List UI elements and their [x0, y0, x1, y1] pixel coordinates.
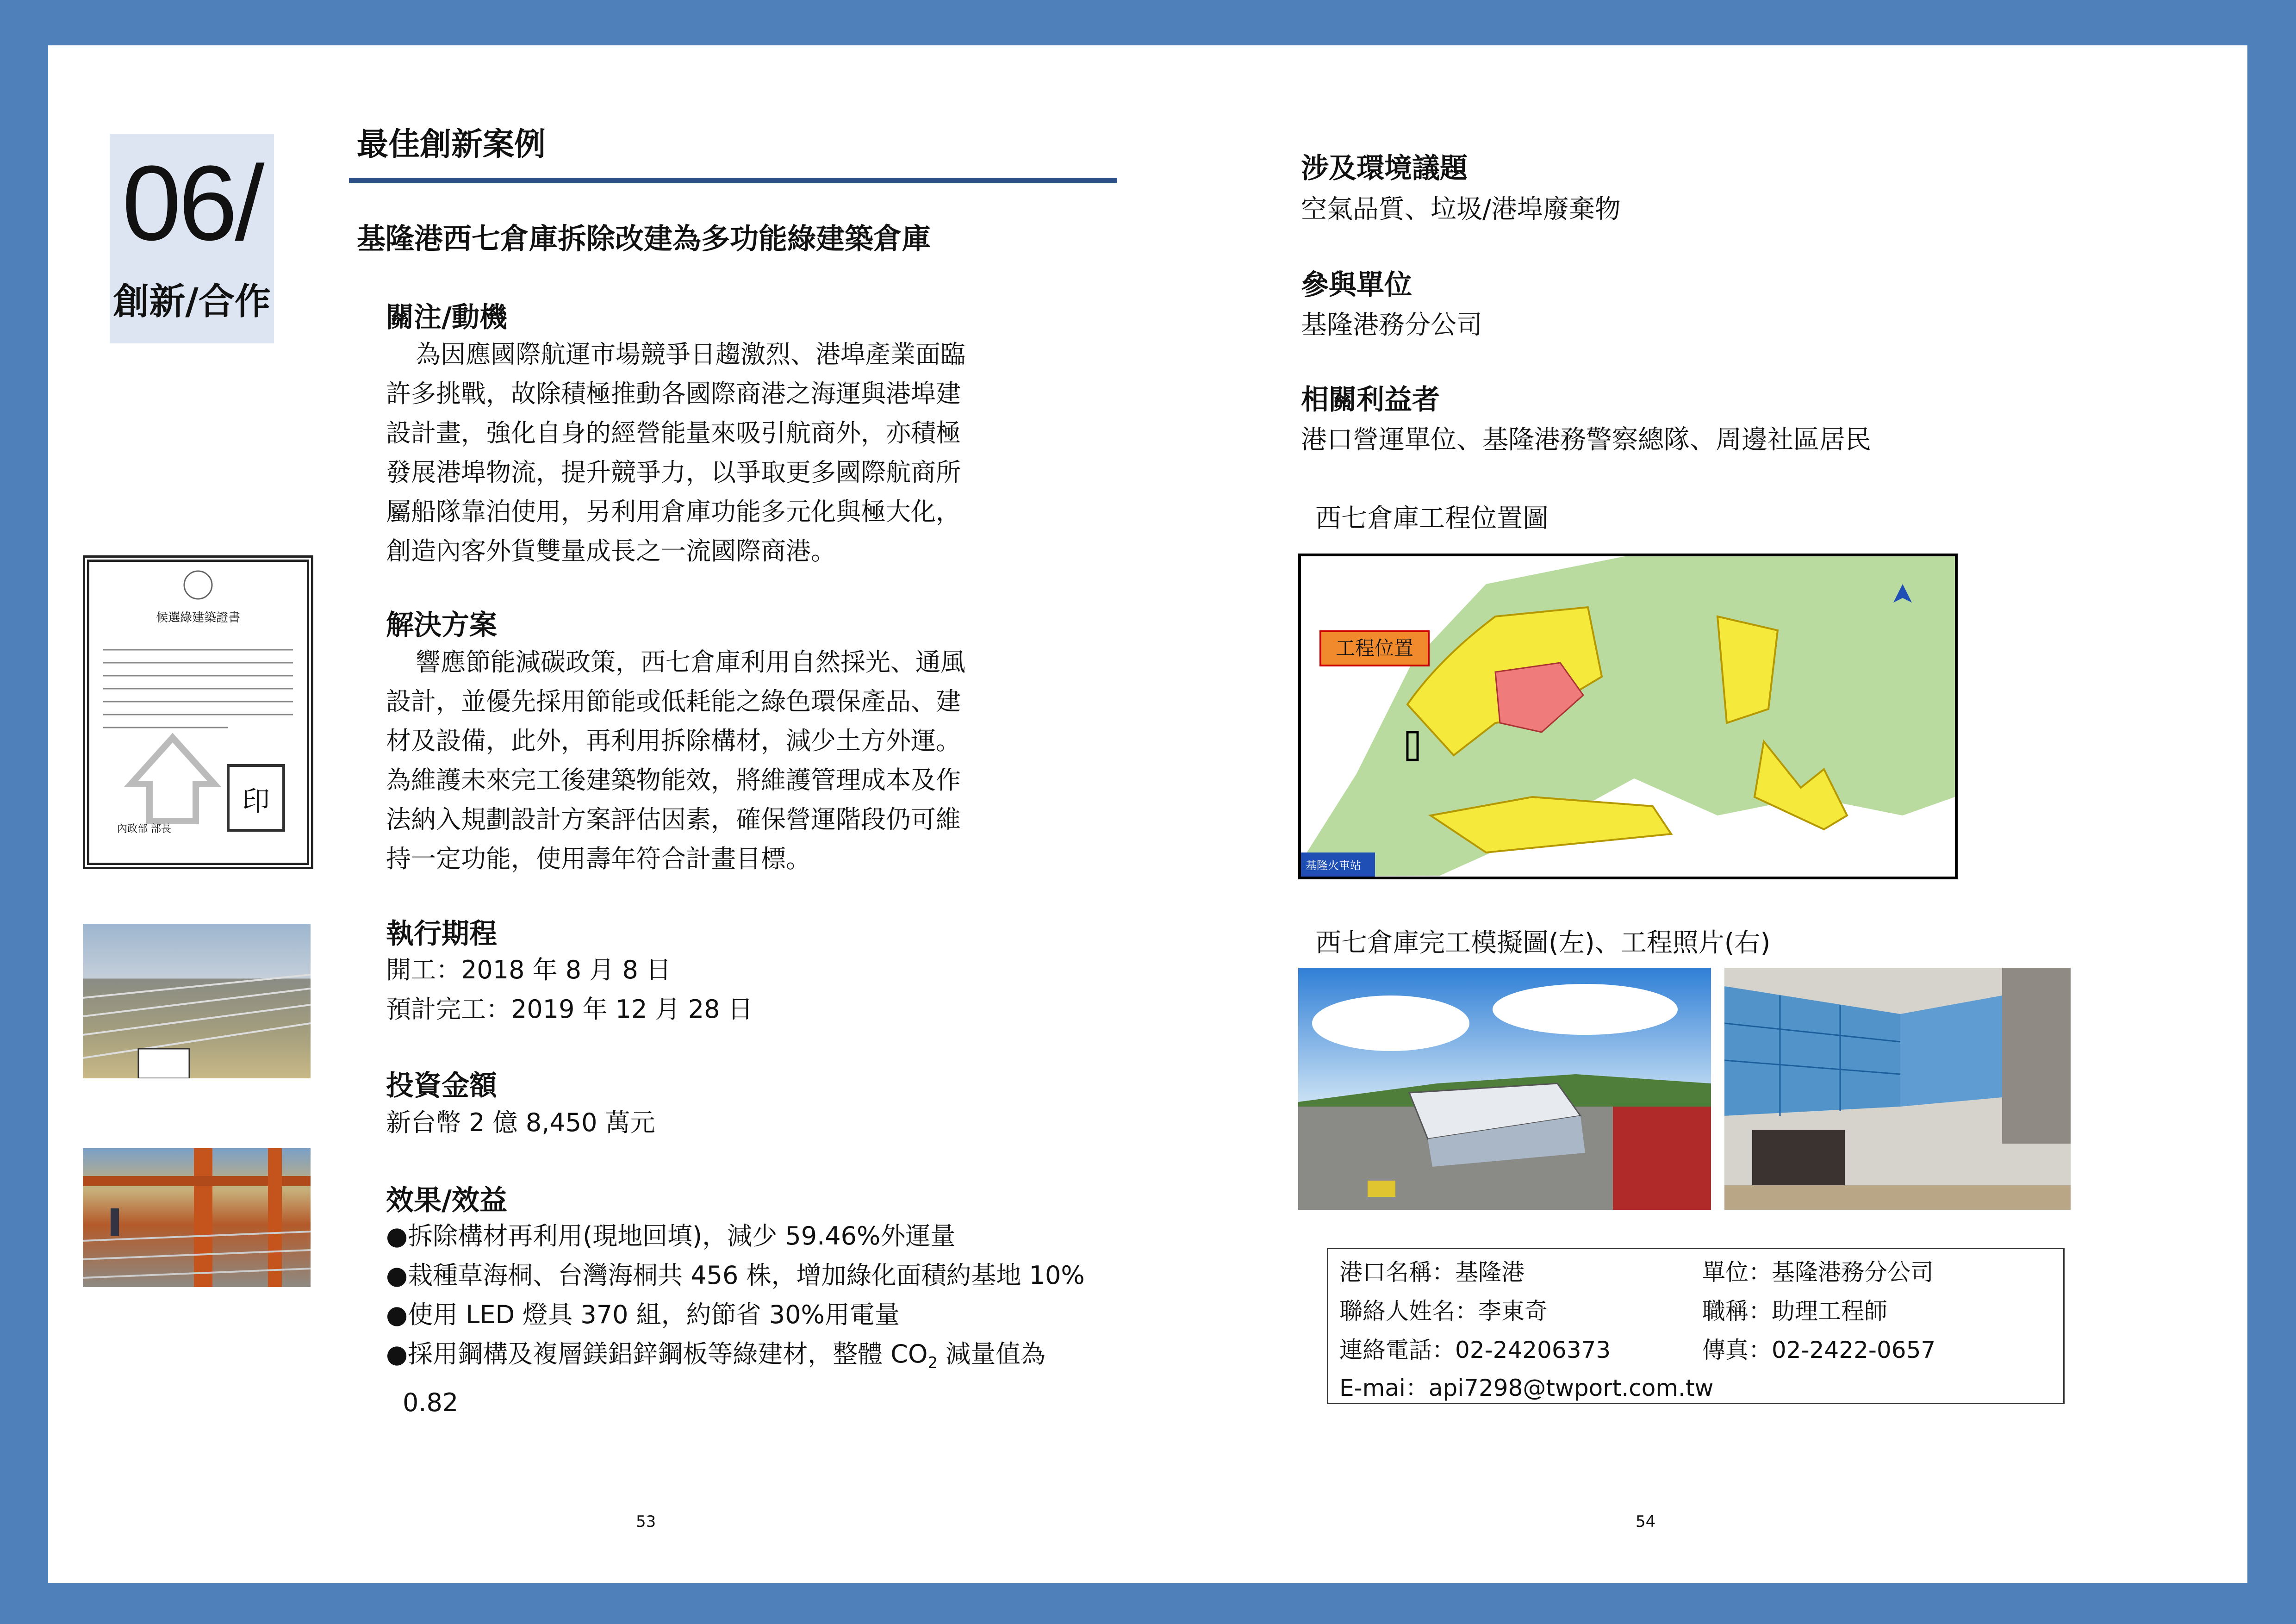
rendering-graphic — [1298, 968, 1711, 1210]
solution-line: 持一定功能，使用壽年符合計畫目標。 — [386, 844, 811, 873]
certificate-title: 候選綠建築證書 — [156, 611, 240, 625]
motivation-line: 創造內客外貨雙量成長之一流國際商港。 — [386, 536, 836, 566]
site-photo-graphic — [83, 924, 311, 1078]
station-label: 基隆火車站 — [1306, 859, 1361, 872]
header-rule — [349, 178, 1117, 183]
solution-text — [386, 642, 1043, 878]
investment-amount: 新台幣 2 億 8,450 萬元 — [386, 1108, 655, 1137]
solution-heading: 解決方案 — [386, 609, 497, 641]
photo-caption: 西七倉庫完工模擬圖(左)、工程照片(右) — [1315, 928, 1771, 958]
steel-structure-photo — [83, 1148, 311, 1287]
schedule-start: 開工：2018 年 8 月 8 日 — [386, 955, 671, 984]
unit-heading: 參與單位 — [1301, 269, 1412, 301]
motivation-line: 為因應國際航運市場競爭日趨激烈、港埠產業面臨 — [416, 340, 965, 369]
header-title: 最佳創新案例 — [357, 126, 546, 163]
page-number-left: 53 — [636, 1512, 656, 1531]
construction-photo — [1724, 968, 2071, 1210]
effect-item: ●栽種草海桐、台灣海桐共 456 株，增加綠化面積約基地 10% — [386, 1261, 1085, 1290]
effect-item: ●使用 LED 燈具 370 組，約節省 30%用電量 — [386, 1300, 900, 1329]
effect-item-text: ●採用鋼構及複層鎂鋁鋅鋼板等綠建材，整體 CO — [386, 1339, 928, 1369]
steel-photo-graphic — [83, 1148, 311, 1287]
effect-item-text: 減量值為 — [938, 1339, 1046, 1369]
contact-title: 職稱：助理工程師 — [1702, 1298, 1887, 1325]
effect-item — [386, 1334, 1126, 1383]
project-location-label: 工程位置 — [1319, 630, 1430, 666]
stakeholders-heading: 相關利益者 — [1301, 384, 1440, 416]
page-number-right: 54 — [1636, 1512, 1656, 1531]
contact-phone: 連絡電話：02-24206373 — [1339, 1337, 1611, 1363]
effects-heading: 效果/效益 — [386, 1184, 507, 1217]
map-graphic — [1301, 556, 1955, 877]
effect-item: ●拆除構材再利用(現地回填)，減少 59.46%外運量 — [386, 1221, 956, 1251]
stakeholders-text: 港口營運單位、基隆港務警察總隊、周邊社區居民 — [1301, 425, 1871, 455]
co2-subscript: 2 — [927, 1353, 938, 1372]
contact-unit: 單位：基隆港務分公司 — [1702, 1259, 1934, 1286]
motivation-line: 發展港埠物流，提升競爭力，以爭取更多國際航商所 — [386, 458, 961, 487]
map-caption: 西七倉庫工程位置圖 — [1315, 504, 1549, 534]
motivation-heading: 關注/動機 — [386, 301, 507, 334]
effects-list — [386, 1216, 1126, 1422]
certificate-issuer: 內政部 部長 — [117, 823, 171, 835]
certificate-seal: 印 — [242, 785, 270, 818]
contact-port: 港口名稱：基隆港 — [1339, 1259, 1524, 1286]
unit-text: 基隆港務分公司 — [1301, 310, 1482, 340]
env-issue-text: 空氣品質、垃圾/港埠廢棄物 — [1301, 194, 1621, 224]
case-title: 基隆港西七倉庫拆除改建為多功能綠建築倉庫 — [357, 222, 931, 255]
project-location-map — [1298, 554, 1958, 879]
section-number: 06/ — [122, 143, 262, 262]
construction-site-photo — [83, 924, 311, 1078]
contact-fax: 傳真：02-2422-0657 — [1702, 1337, 1936, 1363]
motivation-line: 許多挑戰，故除積極推動各國際商港之海運與港埠建 — [386, 379, 961, 408]
section-category: 創新/合作 — [113, 281, 271, 323]
schedule-end: 預計完工：2019 年 12 月 28 日 — [386, 995, 753, 1024]
completion-rendering — [1298, 968, 1711, 1210]
motivation-line: 屬船隊靠泊使用，另利用倉庫功能多元化與極大化， — [386, 497, 961, 526]
contact-person: 聯絡人姓名：李東奇 — [1339, 1298, 1548, 1325]
investment-heading: 投資金額 — [386, 1070, 497, 1102]
solution-line: 法納入規劃設計方案評估因素，確保營運階段仍可維 — [386, 805, 961, 834]
solution-line: 為維護未來完工後建築物能效，將維護管理成本及作 — [386, 765, 961, 795]
green-building-certificate — [83, 555, 313, 869]
effect-item-cont: 0.82 — [403, 1388, 459, 1417]
motivation-text — [386, 335, 1043, 571]
motivation-line: 設計畫，強化自身的經營能量來吸引航商外，亦積極 — [386, 418, 961, 448]
section-badge — [110, 134, 274, 343]
contact-box — [1327, 1248, 2065, 1404]
solution-line: 材及設備，此外，再利用拆除構材，減少土方外運。 — [386, 726, 961, 755]
schedule-heading: 執行期程 — [386, 918, 497, 950]
env-issue-heading: 涉及環境議題 — [1301, 152, 1468, 185]
solution-line: 設計，並優先採用節能或低耗能之綠色環保產品、建 — [386, 687, 961, 716]
solution-line: 響應節能減碳政策，西七倉庫利用自然採光、通風 — [416, 647, 965, 677]
contact-email[interactable]: E-mai：api7298@twport.com.tw — [1339, 1375, 1714, 1401]
construction-photo-graphic — [1724, 968, 2071, 1210]
document-page — [48, 45, 2247, 1583]
